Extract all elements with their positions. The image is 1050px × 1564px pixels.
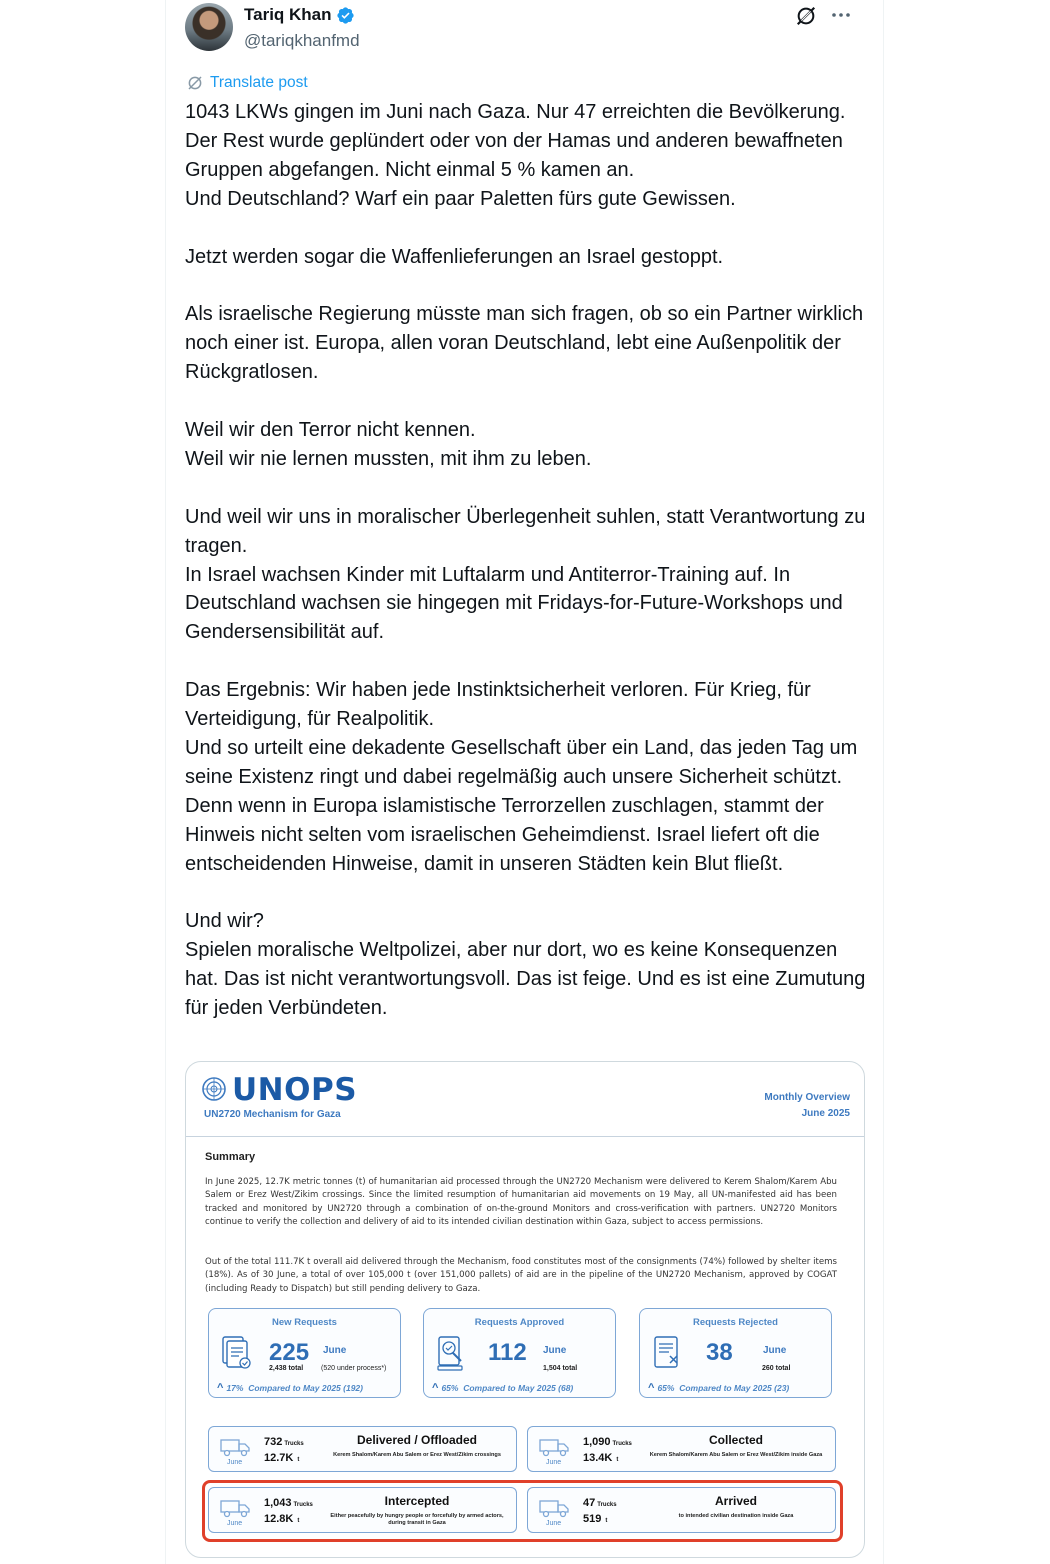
post-image[interactable] bbox=[185, 1061, 865, 1558]
req-month: June bbox=[543, 1345, 567, 1356]
truck-label: Intercepted bbox=[384, 1494, 450, 1508]
req-total: 2,438 total bbox=[269, 1365, 304, 1372]
translate-icon bbox=[186, 74, 204, 92]
truck-icon bbox=[538, 1436, 570, 1458]
unops-logo: UNOPS bbox=[232, 1072, 358, 1108]
overview-date: June 2025 bbox=[801, 1108, 850, 1119]
summary-title: Summary bbox=[205, 1151, 256, 1163]
truck-count-unit: Trucks bbox=[612, 1441, 632, 1447]
truck-tonnes-value: 12.7K bbox=[264, 1452, 294, 1464]
new-requests-box bbox=[208, 1308, 401, 1398]
req-month: June bbox=[323, 1345, 347, 1356]
more-options-icon[interactable] bbox=[829, 3, 853, 27]
req-pct: 17% bbox=[226, 1383, 244, 1393]
truck-count-unit: Trucks bbox=[284, 1441, 304, 1447]
author-name-row[interactable] bbox=[244, 5, 355, 25]
rejected-document-icon bbox=[650, 1333, 684, 1373]
summary-paragraph-2: Out of the total 111.7K t overall aid delivered through the Mechanism, food constitutes most of the consignments (74%) followed by shelter items (18%). As of 30 June, a total of over 105,000 t (over 151,000 pallets) of aid are in the pipeline of the UN2720 Mechanism, approved by COGAT (including Ready to Dispatch) but still pending delivery to Gaza. bbox=[205, 1257, 837, 1294]
req-compare bbox=[217, 1382, 363, 1394]
author-handle[interactable]: @tariqkhanfmd bbox=[244, 31, 360, 50]
req-title: Requests Approved bbox=[474, 1317, 565, 1328]
req-month: June bbox=[763, 1345, 787, 1356]
req-pct: 65% bbox=[441, 1383, 459, 1393]
truck-desc: to intended civilian destination inside Gaza bbox=[678, 1513, 794, 1519]
post-header bbox=[185, 0, 867, 60]
truck-count-unit: Trucks bbox=[293, 1502, 313, 1508]
req-compare-text: Compared to May 2025 (192) bbox=[248, 1383, 363, 1393]
translate-post-link[interactable] bbox=[186, 74, 308, 92]
req-value: 38 bbox=[706, 1339, 733, 1366]
req-title: New Requests bbox=[272, 1317, 337, 1328]
unops-subtitle: UN2720 Mechanism for Gaza bbox=[204, 1109, 341, 1120]
req-total: 260 total bbox=[762, 1365, 791, 1372]
truck-tonnes-unit: t bbox=[616, 1457, 619, 1463]
truck-count bbox=[264, 1436, 304, 1448]
truck-count-unit: Trucks bbox=[597, 1502, 617, 1508]
requests-rejected-box bbox=[639, 1308, 832, 1398]
req-compare bbox=[648, 1382, 789, 1394]
unops-header bbox=[186, 1062, 864, 1137]
req-compare-text: Compared to May 2025 (23) bbox=[679, 1383, 790, 1393]
req-compare-text: Compared to May 2025 (68) bbox=[463, 1383, 574, 1393]
truck-month: June bbox=[227, 1520, 243, 1527]
author-name[interactable]: Tariq Khan bbox=[244, 5, 332, 24]
truck-icon bbox=[219, 1436, 251, 1458]
collected-box bbox=[527, 1426, 836, 1472]
post-column bbox=[165, 0, 884, 1564]
truck-month: June bbox=[546, 1520, 562, 1527]
truck-tonnes-value: 13.4K bbox=[583, 1452, 613, 1464]
truck-count-value: 1,043 bbox=[264, 1497, 292, 1509]
truck-tonnes bbox=[583, 1452, 618, 1464]
truck-desc: Kerem Shalom/Karem Abu Salem or Erez West/Zikim inside Gaza bbox=[649, 1452, 823, 1458]
approved-document-icon bbox=[434, 1333, 468, 1373]
truck-tonnes-unit: t bbox=[297, 1457, 300, 1463]
req-compare bbox=[432, 1382, 573, 1394]
truck-month: June bbox=[227, 1459, 243, 1466]
caret-up-icon: ^ bbox=[217, 1382, 224, 1394]
truck-label: Arrived bbox=[714, 1494, 758, 1508]
delivered-box bbox=[208, 1426, 517, 1472]
requests-approved-box bbox=[423, 1308, 616, 1398]
truck-desc: Either peacefully by hungry people or forcefully by armed actors, during transit in Gaza bbox=[330, 1513, 504, 1526]
req-title: Requests Rejected bbox=[692, 1317, 778, 1328]
red-highlight-frame bbox=[202, 1480, 843, 1542]
post-text: 1043 LKWs gingen im Juni nach Gaza. Nur 47 erreichten die Bevölkerung. Der Rest wurde geplündert oder von der Hamas und anderen bewaffneten Gruppen abgefangen. Nicht einmal 5 % kamen an. Und Deutschland? Warf ein paar Paletten fürs gute Gewissen. Jetzt werden sogar die Waffenlieferungen an Israel gestoppt. Als israelische Regierung müsste man sich fragen, ob so ein Partner wirklich noch einer ist. Europa, allen voran Deutschland, lebt eine Außenpolitik der Rückgratlosen. Weil wir den Terror nicht kennen. Weil wir nie lernen mussten, mit ihm zu leben. Und weil wir uns in moralischer Überlegenheit suhlen, statt Verantwortung zu tragen. In Israel wachsen Kinder mit Luftalarm und Antiterror-Training auf. In Deutschland wachsen sie hingegen mit Fridays-for-Future-Workshops und Gendersensibilität auf. Das Ergebnis: Wir haben jede Instinktsicherheit verloren. Für Krieg, für Verteidigung, für Realpolitik. Und so urteilt eine dekadente Gesellschaft über ein Land, das jeden Tag um seine Existenz ringt und dabei regelmäßig auch unsere Sicherheit schützt. Denn wenn in Europa islamistische Terrorzellen zuschlagen, stammt der Hinweis nicht selten vom israelischen Geheimdienst. Israel liefert oft die entscheidenden Hinweise, damit in unseren Städten kein Blut fließt. Und wir? Spielen moralische Weltpolizei, aber nur dort, wo es keine Konsequenzen hat. Das ist nicht verantwortungsvoll. Das ist feige. Und es ist eine Zumutung für jeden Verbündeten. bbox=[185, 101, 866, 1020]
truck-count bbox=[583, 1436, 632, 1448]
un-emblem-icon bbox=[200, 1075, 228, 1103]
truck-month: June bbox=[546, 1459, 562, 1466]
truck-tonnes-unit: t bbox=[605, 1518, 608, 1524]
truck-count-value: 732 bbox=[264, 1436, 283, 1448]
documents-icon bbox=[219, 1333, 253, 1373]
truck-label: Delivered / Offloaded bbox=[356, 1433, 478, 1447]
truck-label: Collected bbox=[708, 1433, 763, 1447]
truck-desc: Kerem Shalom/Karem Abu Salem or Erez West/Zikim crossings bbox=[333, 1452, 501, 1458]
req-note: (520 under process*) bbox=[321, 1365, 387, 1372]
avatar[interactable] bbox=[185, 3, 233, 51]
caret-up-icon: ^ bbox=[648, 1382, 655, 1394]
overview-title: Monthly Overview bbox=[764, 1092, 850, 1103]
req-value: 112 bbox=[488, 1339, 527, 1366]
summary-paragraph-1: In June 2025, 12.7K metric tonnes (t) of humanitarian aid processed through the UN2720 Mechanism were delivered to Kerem Shalom/Karem Abu Salem or Erez West/Zikim crossings. Since the limited resumption of humanitarian aid movements on 19 May, all UN-manifested aid has been tracked and monitored by UN2720 through a combination of on-the-ground Monitors and cross-verification with partners. UN2720 Monitors continue to verify the collection and delivery of aid to its intended civilian destination within Gaza, subject to access permissions. bbox=[205, 1177, 837, 1228]
grok-icon[interactable] bbox=[795, 5, 817, 27]
truck-tonnes-value: 519 bbox=[583, 1513, 602, 1525]
req-value: 225 bbox=[269, 1339, 310, 1366]
truck-count-value: 1,090 bbox=[583, 1436, 611, 1448]
truck-tonnes-value: 12.8K bbox=[264, 1513, 294, 1525]
caret-up-icon: ^ bbox=[432, 1382, 439, 1394]
translate-post-label[interactable]: Translate post bbox=[210, 74, 308, 91]
truck-count-value: 47 bbox=[583, 1497, 596, 1509]
req-pct: 65% bbox=[657, 1383, 675, 1393]
verified-badge-icon[interactable] bbox=[336, 6, 355, 25]
truck-tonnes-unit: t bbox=[297, 1518, 300, 1524]
truck-tonnes bbox=[264, 1452, 299, 1464]
req-total: 1,504 total bbox=[543, 1365, 578, 1372]
